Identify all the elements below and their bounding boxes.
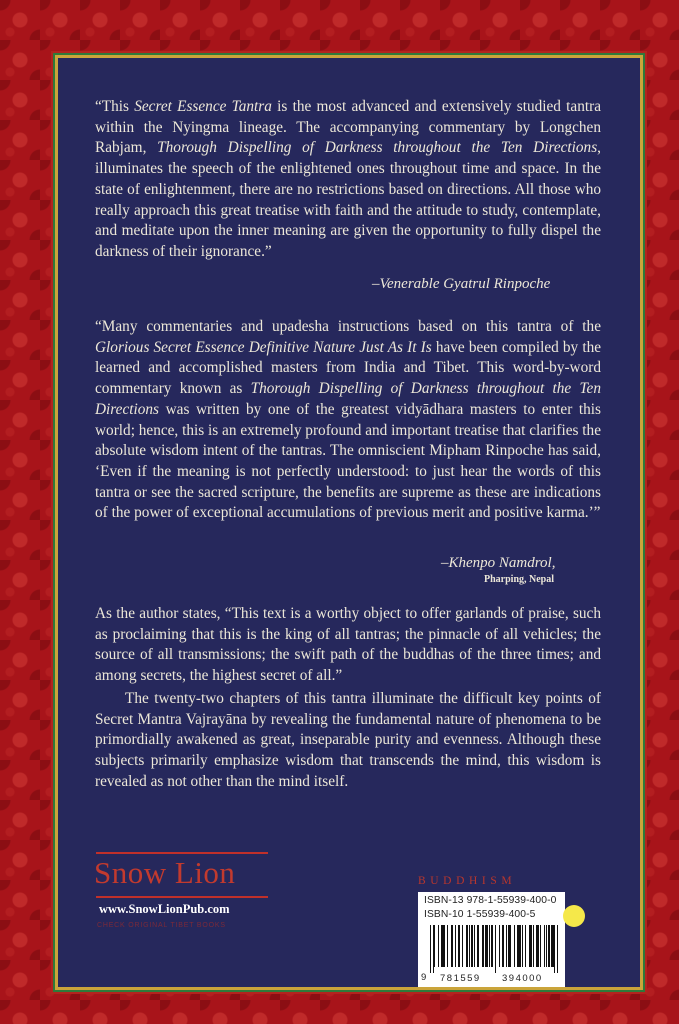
barcode-bar [522,925,523,967]
body-paragraph-1: As the author states, “This text is a worthy object to offer garlands of praise, such as proclaiming that this is the king of all tantras; the pinnacle of all vehicles; the source of all transmissions; the swift path of the buddhas of the three times; and among secrets, the highest secret of all.” [95,605,601,685]
barcode-bar [482,925,483,967]
barcode-bar [533,925,534,967]
barcode-bar [455,925,456,967]
quote-text: have been compiled by the learned and accomplished masters from India and Tibet. This word-by-word commentary known as [95,338,602,398]
quote-title-italic: Thorough Dispelling of Darkness throughout the Ten Directions [95,380,601,418]
barcode-digits-right: 394000 [502,973,543,984]
barcode-bar [537,925,538,967]
barcode-bar [444,925,445,967]
attribution-namdrol: –Khenpo Namdrol, [441,555,556,571]
barcode-bar [554,925,555,973]
barcode-box [418,892,565,987]
quote-namdrol [95,317,601,524]
barcode-bar [548,925,549,967]
barcode-bar [447,925,448,967]
quote-title-italic: Thorough Dispelling of Darkness throughout the Ten Directions [157,139,598,157]
barcode-bar [530,925,531,967]
barcode-bar [462,925,463,967]
barcode-digits-left: 781559 [440,973,481,984]
barcode-bar [474,925,475,967]
barcode-bar [499,925,500,967]
quote-text: was written by one of the greatest vidyādhara masters to enter this world; hence, this is an extremely profound and important treatise that clarifies the absolute wisdom intent of the tantras. The omniscient Mipham Rinpoche has said, ‘Even if the meaning is not perfectly understood: to just hear the words of this tantra or see the sacred scripture, the benefits are supreme as these are indications of the power of exceptional accumulations of previous merit and positive karma.’” [95,400,601,522]
barcode-bar [459,925,460,967]
logo-rule-top [96,852,268,854]
barcode-digit-lead: 9 [421,972,427,983]
barcode-bar [540,925,541,967]
barcode-bar [492,925,493,967]
attribution-gyatrul: –Venerable Gyatrul Rinpoche [372,276,551,292]
barcode-bar [486,925,487,967]
quote-text: “This [95,98,135,115]
barcode-bar [514,925,515,967]
quote-text: is the most advanced and extensively studied tantra within the Nyingma lineage. The accompanying commentary by Longchen Rabjam, [95,98,602,157]
barcode-bar [478,925,479,967]
category-label: BUDDHISM [418,875,517,887]
barcode-bar [469,925,470,967]
barcode [430,925,558,967]
barcode-bar [510,925,511,967]
quote-gyatrul [95,97,601,263]
barcode-bar [503,925,504,967]
barcode-bar [471,925,472,967]
publisher-tagline: CHECK ORIGINAL TIBET BOOKS [97,922,226,929]
barcode-bar [438,925,439,967]
body-text [95,604,601,792]
isbn-13: ISBN-13 978-1-55939-400-0 [424,895,557,906]
isbn-10: ISBN-10 1-55939-400-5 [424,909,536,920]
quote-text: , illuminates the speech of the enlightened ones throughout time and space. In the state of enlightenment, there are no restrictions based on directions. All those who really approach this great treatise with faith and the attitude to study, contemplate, and meditate upon the inner meaning are given the opportunity to fully dispel the darkness of their ignorance.” [95,139,601,260]
quote-title-italic: Glorious Secret Essence Definitive Nature Just As It Is [95,338,432,356]
publisher-logo: Snow Lion [94,855,236,890]
quote-text: “Many commentaries and upadesha instructions based on this tantra of the [95,318,601,335]
barcode-bar [452,925,453,967]
barcode-bar [546,925,547,967]
logo-rule-bottom [96,896,268,898]
quote-title-italic: Secret Essence Tantra [134,98,272,115]
barcode-bar [434,925,435,967]
attribution-location: Pharping, Nepal [484,574,555,585]
body-paragraph-2: The twenty-two chapters of this tantra illuminate the difficult key points of Secret Mantra Vajrayāna by revealing the fundamental nature of phenomena to be primordially awakened as great, inseparable purity and evenness. Although these subjects primarily emphasize wisdom that transcends the mind, this wisdom is revealed as not other than the mind itself. [95,689,601,790]
barcode-bar [506,925,507,967]
barcode-bar [519,925,520,967]
publisher-url: www.SnowLionPub.com [99,902,230,916]
barcode-bar [557,925,558,973]
barcode-bar [525,925,526,967]
barcode-bar [495,925,496,973]
barcode-bar [430,925,431,973]
price-sticker [563,905,585,927]
